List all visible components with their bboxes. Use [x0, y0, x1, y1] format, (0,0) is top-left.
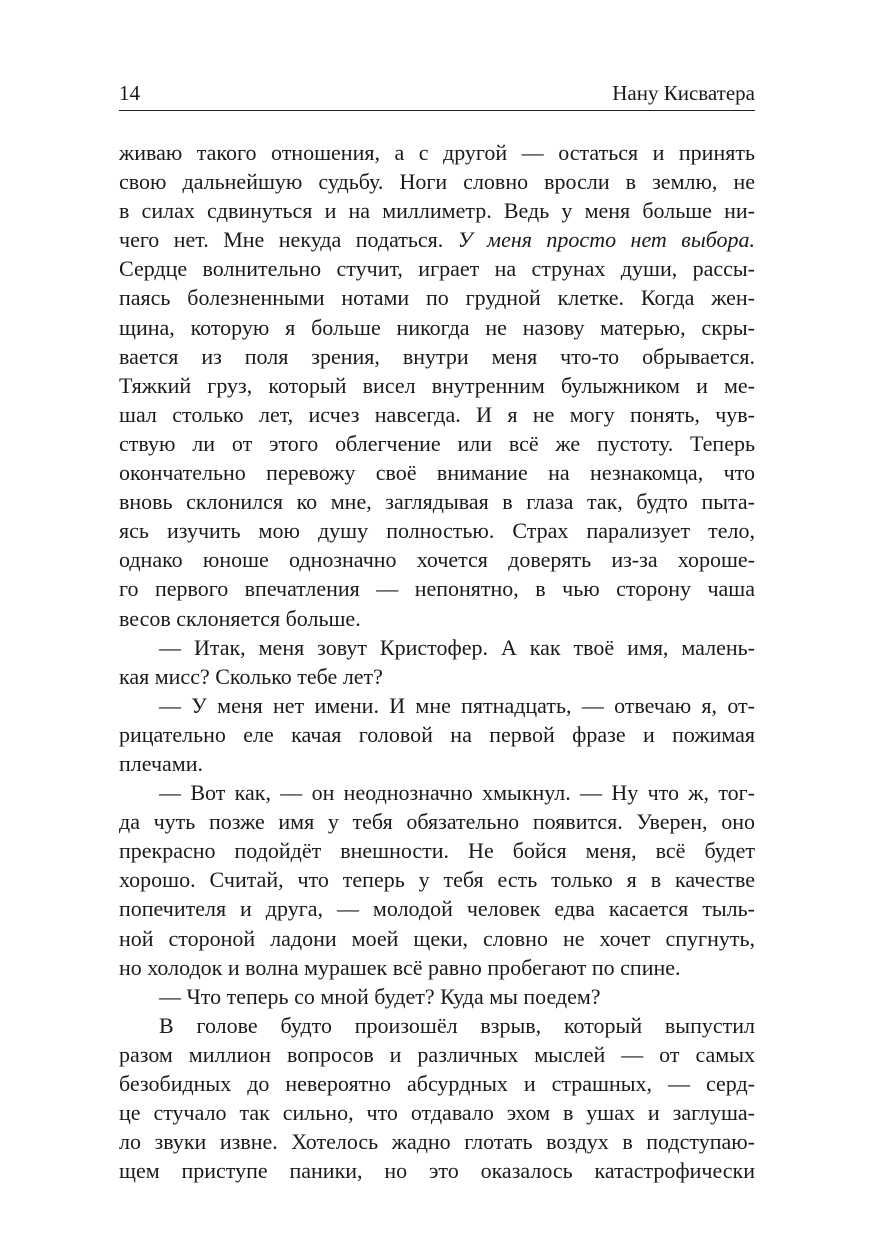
text-line: да чуть позже имя у тебя обязательно появится. Уверен, оно	[119, 809, 755, 835]
text-line: рицательно еле качая головой на первой фразе и пожимая	[119, 721, 755, 747]
text-line: живаю такого отношения, а с другой — остаться и принять	[119, 140, 755, 165]
text-line: щина, которую я больше никогда не назову матерью, скры-	[119, 314, 755, 340]
text-line: хорошо. Считай, что теперь у тебя есть только я в качестве	[119, 867, 755, 893]
header-divider	[119, 110, 755, 111]
text-line: кая мисс? Сколько тебе лет?	[119, 663, 383, 689]
text-line: весов склоняется больше.	[119, 605, 361, 631]
dialogue-line: — У меня нет имени. И мне пятнадцать, — отвечаю я, от-	[159, 692, 755, 718]
dialogue-line: — Вот как, — он неоднозначно хмыкнул. — Ну что ж, тог-	[159, 780, 755, 806]
text-line: прекрасно подойдёт внешности. Не бойся меня, всё будет	[119, 838, 755, 864]
text-line: попечителя и друга, — молодой человек едва касается тыль-	[119, 896, 755, 922]
text-line: ло звуки извне. Хотелось жадно глотать воздух в подступаю-	[119, 1129, 755, 1155]
header-author: Нану Кисватера	[612, 81, 755, 105]
text-line: ствую ли от этого облегчение или всё же пустоту. Теперь	[119, 430, 755, 456]
text-line: щем приступе паники, но это оказалось катастрофически	[119, 1158, 755, 1184]
text-line: Сердце волнительно стучит, играет на струнах души, рассы-	[119, 256, 755, 282]
text-line: вновь склонился ко мне, заглядывая в глаза так, будто пыта-	[119, 489, 755, 515]
text-line: плечами.	[119, 750, 203, 776]
text-line: свою дальнейшую судьбу. Ноги словно вросли в землю, не	[119, 169, 755, 195]
running-header	[119, 78, 755, 108]
text-run: чего нет. Мне некуда податься.	[119, 227, 444, 253]
text-line: паясь болезненными нотами по грудной клетке. Когда жен-	[119, 285, 755, 311]
text-line: в силах сдвинуться и на миллиметр. Ведь у меня больше ни-	[119, 198, 755, 224]
paragraph-start: В голове будто произошёл взрыв, который выпустил	[159, 1012, 755, 1038]
dialogue-line: — Итак, меня зовут Кристофер. А как твоё имя, малень-	[159, 634, 755, 660]
text-line: Тяжкий груз, который висел внутренним булыжником и ме-	[119, 372, 755, 398]
text-line: це стучало так сильно, что отдавало эхом в ушах и заглуша-	[119, 1100, 755, 1126]
text-line: разом миллион вопросов и различных мыслей — от самых	[119, 1041, 755, 1067]
text-line	[119, 225, 755, 254]
text-line: однако юноше однозначно хочется доверять из-за хороше-	[119, 547, 755, 573]
text-line: но холодок и волна мурашек всё равно пробегают по спине.	[119, 954, 681, 980]
text-line: ясь изучить мою душу полностью. Страх парализует тело,	[119, 518, 755, 544]
text-line: го первого впечатления — непонятно, в чью сторону чаша	[119, 576, 755, 602]
text-line: безобидных до невероятно абсурдных и страшных, — серд-	[119, 1071, 755, 1096]
body-text	[119, 138, 755, 1185]
text-line: вается из поля зрения, внутри меня что-то обрывается.	[119, 343, 755, 369]
dialogue-line: — Что теперь со мной будет? Куда мы поедем?	[159, 983, 601, 1009]
page-number: 14	[119, 81, 140, 105]
text-line: шал столько лет, исчез навсегда. И я не могу понять, чув-	[119, 401, 755, 427]
text-line: ной стороной ладони моей щеки, словно не хочет спугнуть,	[119, 925, 755, 951]
text-line: окончательно перевожу своё внимание на незнакомца, что	[119, 460, 755, 486]
italic-thought: У меня просто нет выбора.	[457, 227, 756, 253]
